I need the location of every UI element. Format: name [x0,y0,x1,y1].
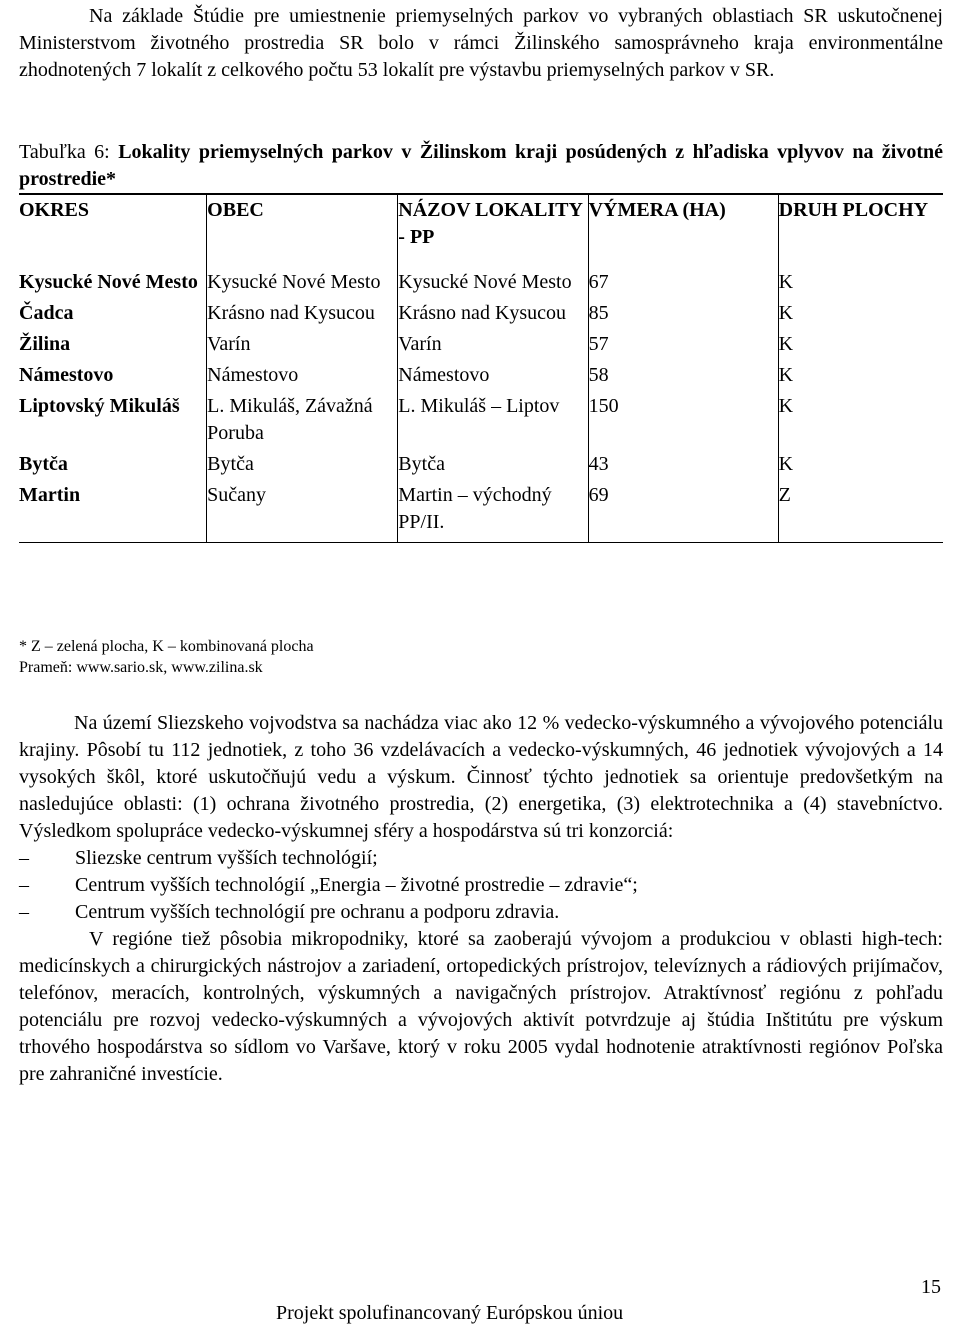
cell-druh: K [778,393,943,451]
cell-obec: Námestovo [207,362,398,393]
cell-vymera: 85 [588,300,778,331]
list-item-text: Centrum vyšších technológií pre ochranu a podporu zdravia. [75,901,560,923]
cell-okres: Liptovský Mikuláš [19,395,180,417]
list-item [19,872,943,899]
cell-obec: Bytča [207,451,398,482]
table-row [19,362,943,393]
table-caption-title: Lokality priemyselných parkov v Žilinskom kraji posúdených z hľadiska vplyvov na životné prostredie* [19,141,943,190]
table-header-row [19,194,943,255]
cell-obec: Krásno nad Kysucou [207,300,398,331]
cell-okres: Žilina [19,333,71,355]
cell-obec: Kysucké Nové Mesto [207,255,398,300]
table-source: Prameň: www.sario.sk, www.zilina.sk [19,659,263,676]
table-caption [19,139,943,193]
cell-nazov: Námestovo [398,362,588,393]
header-nazov: NÁZOV LOKALITY - PP [398,194,588,255]
cell-vymera: 58 [588,362,778,393]
cell-vymera: 43 [588,451,778,482]
cell-nazov: L. Mikuláš – Liptov [398,393,588,451]
intro-paragraph: Na základe Štúdie pre umiestnenie priemyselných parkov vo vybraných oblastiach SR uskutočnenej Ministerstvom životného prostredia SR bolo v rámci Žilinského samosprávneho kraja environmentálne zhodnotených 7 lokalít z celkového počtu 53 lokalít pre výstavbu priemyselných parkov v SR. [19,5,943,81]
cell-nazov: Kysucké Nové Mesto [398,255,588,300]
cell-okres: Námestovo [19,364,114,386]
table-legend: * Z – zelená plocha, K – kombinovaná plocha [19,638,314,655]
cell-obec: L. Mikuláš, Závažná Poruba [207,393,398,451]
cell-okres: Čadca [19,302,74,324]
cell-okres: Martin [19,482,207,543]
cell-druh: K [778,451,943,482]
cell-nazov: Varín [398,331,588,362]
list-item-text: Sliezske centrum vyšších technológií; [75,847,378,869]
cell-okres: Kysucké Nové Mesto [19,271,198,293]
list-dash: – [19,874,29,896]
cell-druh: K [778,362,943,393]
table-row [19,451,943,482]
table-row [19,482,943,543]
parks-table [19,193,943,543]
consortia-list [19,845,943,926]
cell-obec: Sučany [207,482,398,543]
cell-vymera: 67 [588,255,778,300]
list-dash: – [19,901,29,923]
header-okres: OKRES [19,194,207,255]
paragraph-microenterprises: V regióne tiež pôsobia mikropodniky, ktoré sa zaoberajú vývojom a produkciou v oblasti high-tech: medicínskych a chirurgických nástrojov a zariadení, ortopedických prístrojov, televíznych a rádiových prijímačov, telefónov, meracích, kontrolných, výskumných a navigačných prístrojov. Atraktívnosť regiónu z pohľadu potenciálu pre rozvoj vedecko-výskumných a vývojových aktivít potvrdzuje aj štúdia Inštitútu pre výskum trhového hospodárstva so sídlom vo Varšave, ktorý v roku 2005 vydal hodnotenie atraktívnosti regiónov Poľska pre zahraničné investície. [19,928,943,1085]
page-footer: Projekt spolufinancovaný Európskou úniou [276,1302,624,1324]
table-row [19,300,943,331]
table-row [19,393,943,451]
header-druh: DRUH PLOCHY [778,194,943,255]
list-item-text: Centrum vyšších technológií „Energia – životné prostredie – zdravie“; [75,874,638,896]
cell-druh: Z [778,482,943,543]
list-item [19,845,943,872]
paragraph-silesia: Na území Sliezskeho vojvodstva sa nachádza viac ako 12 % vedecko-výskumného a vývojového potenciálu krajiny. Pôsobí tu 112 jednotiek, z toho 36 vzdelávacích a vedecko-výskumných, 46 jednotiek vývojových a 14 vysokých škôl, ktoré uskutočňujú vedu a výskum. Činnosť týchto jednotiek sa orientuje predovšetkým na nasledujúce oblasti: (1) ochrana životného prostredia, (2) energetika, (3) elektrotechnika a (4) stavebníctvo. Výsledkom spolupráce vedecko-výskumnej sféry a hospodárstva sú tri konzorciá: [19,712,943,842]
cell-nazov: Krásno nad Kysucou [398,300,588,331]
header-vymera: VÝMERA (HA) [588,194,778,255]
cell-obec: Varín [207,331,398,362]
header-obec: OBEC [207,194,398,255]
cell-okres: Bytča [19,453,68,475]
cell-vymera: 150 [588,393,778,451]
list-dash: – [19,847,29,869]
table-notes [19,636,314,678]
table-caption-prefix: Tabuľka 6: [19,141,119,163]
cell-druh: K [778,300,943,331]
cell-vymera: 69 [588,482,778,543]
cell-nazov: Bytča [398,451,588,482]
page-number: 15 [921,1276,941,1298]
cell-vymera: 57 [588,331,778,362]
cell-druh: K [778,331,943,362]
table-row [19,331,943,362]
cell-nazov: Martin – východný PP/II. [398,482,588,543]
cell-druh: K [778,255,943,300]
table-row [19,255,943,300]
list-item [19,899,943,926]
body-text [19,710,943,1088]
